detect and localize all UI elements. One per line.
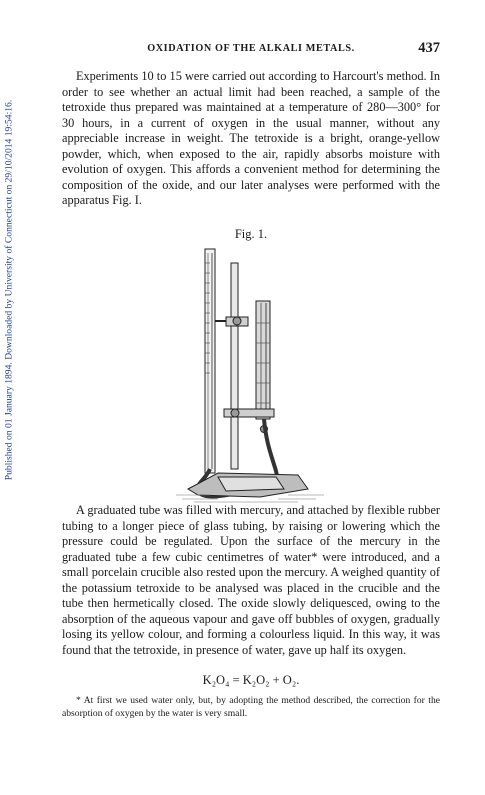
stand-rod [231, 263, 238, 469]
download-watermark-text: Published on 01 January 1894. Downloaded by University of Connecticut on 29/10/2014 19:54:16. [3, 99, 15, 481]
apparatus-illustration [148, 243, 348, 505]
footnote: * At first we used water only, but, by adopting the method described, the correction for the absorption of oxygen by the water is very small. [62, 695, 440, 719]
running-title: OXIDATION OF THE ALKALI METALS. [147, 43, 355, 54]
chemical-equation: K₂O₄ = K₂O₂ + O₂. [202, 673, 300, 687]
download-watermark [2, 60, 16, 520]
graduated-tube [205, 249, 215, 473]
page-number: 437 [418, 40, 440, 56]
paragraph-2: A graduated tube was filled with mercury, and attached by flexible rubber tubing to a longer piece of glass tubing, by raising or lowering which the pressure could be regulated. Upon the surface of the mercury in the graduated tube a few cubic centimetres of water* were introduced, and a small porcelain crucible also rested upon the mercury. A weighed quantity of the potassium tetroxide to be analysed was placed in the crucible and the tube then hermetically closed. The oxide slowly deliquesced, owing to the absorption of the aqueous vapour and gave off bubbles of oxygen, gradually losing its yellow colour, and forming a colourless liquid. In this way, it was found that the tetroxide, in presence of water, gave up half its oxygen. [62, 503, 440, 657]
pressure-tube [256, 301, 270, 419]
figure-caption: Fig. 1. [234, 227, 268, 241]
page-header [62, 40, 440, 59]
paragraph-1: Experiments 10 to 15 were carried out according to Harcourt's method. In order to see whether an actual limit had been reached, a sample of the tetroxide thus prepared was maintained at a temperature of 280—300° for 30 hours, in a current of oxygen in the usual manner, without any appreciable increase in weight. The tetroxide is a bright, orange-yellow powder, which, when exposed to the air, rapidly absorbs moisture with evolution of oxygen. This affords a convenient method for determining the composition of the oxide, and our later analyses were performed with the apparatus Fig. I. [62, 69, 440, 207]
